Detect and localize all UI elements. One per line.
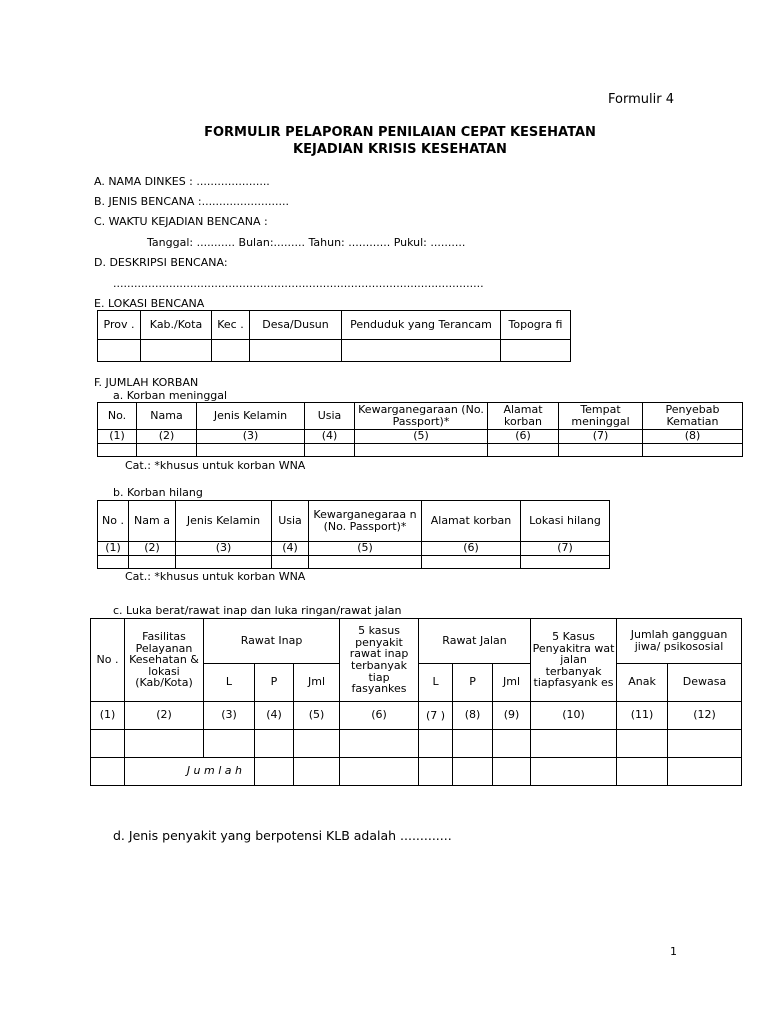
empty-cell [617, 758, 668, 786]
empty-cell [272, 556, 309, 569]
col-number: (4) [305, 430, 355, 444]
empty-cell [137, 444, 197, 457]
col-number: (7) [521, 542, 610, 556]
header-penduduk-terancam: Penduduk yang Terancam [342, 311, 501, 340]
empty-cell [501, 340, 571, 362]
col-number: (6) [340, 702, 419, 730]
empty-cell [493, 758, 531, 786]
col-number: (3) [204, 702, 255, 730]
empty-cell [531, 758, 617, 786]
title-line-2: KEJADIAN KRISIS KESEHATAN [293, 142, 507, 157]
korban-hilang-table [97, 500, 610, 569]
header-no: No . [98, 501, 129, 542]
header-usia: Usia [272, 501, 309, 542]
korban-meninggal-table [97, 402, 743, 457]
header-gangguan-jiwa: Jumlah gangguan jiwa/ psikososial [617, 619, 742, 664]
empty-cell [340, 758, 419, 786]
empty-cell [453, 758, 493, 786]
empty-cell [255, 730, 294, 758]
header-jenis-kelamin: Jenis Kelamin [197, 403, 305, 430]
header-usia: Usia [305, 403, 355, 430]
jumlah-label: J u m l a h [125, 758, 255, 786]
header-no: No. [98, 403, 137, 430]
empty-cell [129, 556, 176, 569]
col-number: (11) [617, 702, 668, 730]
header-tempat-meninggal: Tempat meninggal [559, 403, 643, 430]
sub-d-jenis-penyakit-klb: d. Jenis penyakit yang berpotensi KLB adalah ............. [113, 828, 452, 843]
header-no: No . [91, 619, 125, 702]
header-inap-jml: Jml [294, 664, 340, 702]
section-b-jenis-bencana: B. JENIS BENCANA :......................... [94, 195, 289, 208]
empty-cell [419, 758, 453, 786]
lokasi-table [97, 310, 571, 362]
header-rawat-inap: Rawat Inap [204, 619, 340, 664]
form-number: Formulir 4 [608, 92, 674, 107]
col-number: (6) [488, 430, 559, 444]
catatan-hilang: Cat.: *khusus untuk korban WNA [125, 570, 306, 583]
header-kec: Kec . [212, 311, 250, 340]
empty-cell [668, 730, 742, 758]
col-number: (3) [197, 430, 305, 444]
empty-cell [453, 730, 493, 758]
empty-cell [422, 556, 521, 569]
hilang-header-row [98, 501, 610, 542]
col-number: (5) [309, 542, 422, 556]
section-c-waktu-kejadian: C. WAKTU KEJADIAN BENCANA : [94, 215, 268, 228]
col-number: (1) [98, 430, 137, 444]
title-line-1: FORMULIR PELAPORAN PENILAIAN CEPAT KESEHATAN [204, 125, 596, 140]
header-penyebab-kematian: Penyebab Kematian [643, 403, 743, 430]
empty-cell [355, 444, 488, 457]
section-a-nama-dinkes: A. NAMA DINKES : ..................... [94, 175, 270, 188]
header-kasus-rawat-inap: 5 kasus penyakit rawat inap terbanyak tiap fasyankes [340, 619, 419, 702]
luka-empty-row [91, 730, 742, 758]
empty-cell [305, 444, 355, 457]
header-alamat-korban: Alamat korban [422, 501, 521, 542]
empty-cell [141, 340, 212, 362]
header-lokasi-hilang: Lokasi hilang [521, 501, 610, 542]
header-kasus-rawat-jalan: 5 Kasus Penyakitra wat jalan terbanyak tiapfasyank es [531, 619, 617, 702]
luka-number-row [91, 702, 742, 730]
empty-cell [91, 730, 125, 758]
col-number: (9) [493, 702, 531, 730]
section-e-lokasi: E. LOKASI BENCANA [94, 297, 205, 310]
empty-cell [617, 730, 668, 758]
col-number: (5) [294, 702, 340, 730]
header-fasilitas: Fasilitas Pelayanan Kesehatan & lokasi (Kab/Kota) [125, 619, 204, 702]
section-c-detail: Tanggal: ........... Bulan:......... Tahun: ............ Pukul: .......... [147, 236, 466, 249]
col-number: (4) [255, 702, 294, 730]
section-d-deskripsi: D. DESKRIPSI BENCANA: [94, 256, 228, 269]
col-number: (2) [137, 430, 197, 444]
empty-cell [176, 556, 272, 569]
meninggal-empty-row [98, 444, 743, 457]
lokasi-empty-row [98, 340, 571, 362]
header-nama: Nam a [129, 501, 176, 542]
empty-cell [488, 444, 559, 457]
col-number: (8) [453, 702, 493, 730]
empty-cell [204, 730, 255, 758]
col-number: (3) [176, 542, 272, 556]
empty-cell [294, 758, 340, 786]
empty-cell [668, 758, 742, 786]
col-number: (1) [98, 542, 129, 556]
header-dewasa: Dewasa [668, 664, 742, 702]
empty-cell [125, 730, 204, 758]
empty-cell [255, 758, 294, 786]
header-jenis-kelamin: Jenis Kelamin [176, 501, 272, 542]
luka-table [90, 618, 742, 786]
col-number: (2) [125, 702, 204, 730]
hilang-empty-row [98, 556, 610, 569]
header-kewarganegaraan: Kewarganegaraa n (No. Passport)* [309, 501, 422, 542]
empty-cell [643, 444, 743, 457]
col-number: (5) [355, 430, 488, 444]
col-number: (10) [531, 702, 617, 730]
lokasi-header-row [98, 311, 571, 340]
header-jalan-p: P [453, 664, 493, 702]
header-anak: Anak [617, 664, 668, 702]
luka-jumlah-row [91, 758, 742, 786]
header-alamat-korban: Alamat korban [488, 403, 559, 430]
empty-cell [250, 340, 342, 362]
hilang-number-row [98, 542, 610, 556]
header-desa-dusun: Desa/Dusun [250, 311, 342, 340]
header-kab-kota: Kab./Kota [141, 311, 212, 340]
col-number: (4) [272, 542, 309, 556]
empty-cell [197, 444, 305, 457]
empty-cell [531, 730, 617, 758]
section-d-dots: .......................................................................................................... [113, 277, 484, 290]
page-number: 1 [670, 945, 677, 958]
col-number: (2) [129, 542, 176, 556]
meninggal-number-row [98, 430, 743, 444]
empty-cell [559, 444, 643, 457]
sub-c-luka: c. Luka berat/rawat inap dan luka ringan/rawat jalan [113, 604, 402, 617]
empty-cell [419, 730, 453, 758]
empty-cell [98, 340, 141, 362]
col-number: (7 ) [419, 702, 453, 730]
empty-cell [294, 730, 340, 758]
empty-cell [309, 556, 422, 569]
catatan-meninggal: Cat.: *khusus untuk korban WNA [125, 459, 306, 472]
header-kewarganegaraan: Kewarganegaraan (No. Passport)* [355, 403, 488, 430]
empty-cell [212, 340, 250, 362]
col-number: (1) [91, 702, 125, 730]
meninggal-header-row [98, 403, 743, 430]
header-prov: Prov . [98, 311, 141, 340]
empty-cell [91, 758, 125, 786]
sub-b-korban-hilang: b. Korban hilang [113, 486, 203, 499]
header-inap-p: P [255, 664, 294, 702]
header-topografi: Topogra fi [501, 311, 571, 340]
header-jalan-jml: Jml [493, 664, 531, 702]
header-rawat-jalan: Rawat Jalan [419, 619, 531, 664]
header-nama: Nama [137, 403, 197, 430]
empty-cell [98, 444, 137, 457]
header-jalan-l: L [419, 664, 453, 702]
col-number: (8) [643, 430, 743, 444]
empty-cell [342, 340, 501, 362]
col-number: (6) [422, 542, 521, 556]
empty-cell [493, 730, 531, 758]
sub-a-korban-meninggal: a. Korban meninggal [113, 389, 228, 402]
col-number: (12) [668, 702, 742, 730]
section-f-jumlah-korban: F. JUMLAH KORBAN [94, 376, 199, 389]
header-inap-l: L [204, 664, 255, 702]
luka-header-row-1 [91, 619, 742, 664]
empty-cell [98, 556, 129, 569]
empty-cell [340, 730, 419, 758]
col-number: (7) [559, 430, 643, 444]
empty-cell [521, 556, 610, 569]
